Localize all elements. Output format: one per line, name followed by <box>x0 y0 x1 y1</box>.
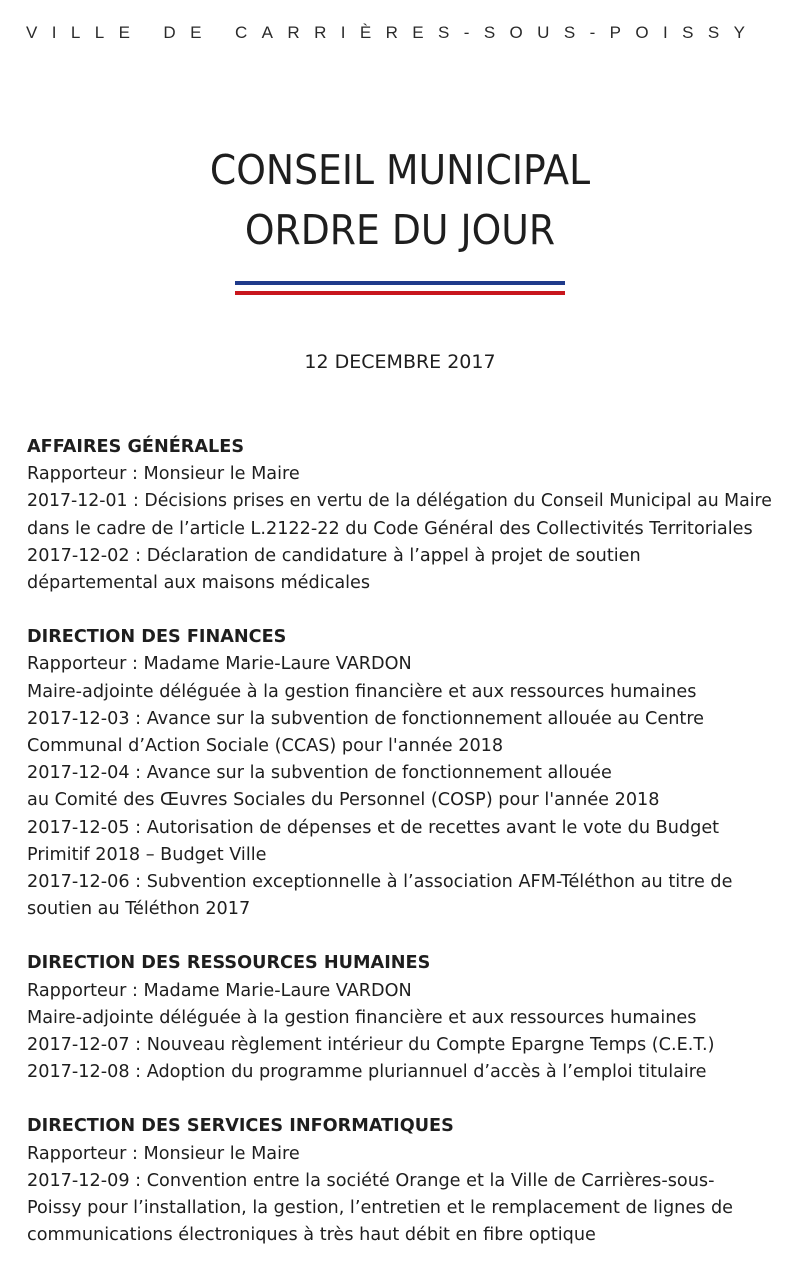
rapporteur-role-line: Maire-adjointe déléguée à la gestion financière et aux ressources humaines <box>27 1006 697 1028</box>
agenda-item-line: Communal d’Action Sociale (CCAS) pour l'année 2018 <box>27 735 504 757</box>
agenda-content <box>27 433 787 1275</box>
section-title: DIRECTION DES FINANCES <box>27 626 287 648</box>
agenda-item-line: départemental aux maisons médicales <box>27 572 371 594</box>
town-header: VILLE DE CARRIÈRES-SOUS-POISSY <box>26 23 760 42</box>
agenda-item-line: 2017-12-09 : Convention entre la société Orange et la Ville de Carrières-sous- <box>27 1169 715 1191</box>
agenda-item-line: 2017-12-03 : Avance sur la subvention de fonctionnement allouée au Centre <box>27 707 705 729</box>
rapporteur-line: Rapporteur : Madame Marie-Laure VARDON <box>27 979 412 1001</box>
section-title: DIRECTION DES RESSOURCES HUMAINES <box>27 952 431 974</box>
red-stripe <box>235 291 565 295</box>
section-affaires-generales <box>27 433 787 596</box>
agenda-item-line: 2017-12-05 : Autorisation de dépenses et de recettes avant le vote du Budget <box>27 816 720 838</box>
rapporteur-line: Rapporteur : Monsieur le Maire <box>27 1142 300 1164</box>
agenda-item-line: Poissy pour l’installation, la gestion, l’entretien et le remplacement de lignes de <box>27 1197 734 1219</box>
agenda-item-line: 2017-12-06 : Subvention exceptionnelle à l’association AFM-Téléthon au titre de <box>27 871 733 893</box>
section-title: AFFAIRES GÉNÉRALES <box>27 436 245 457</box>
agenda-item-line: 2017-12-07 : Nouveau règlement intérieur du Compte Epargne Temps (C.E.T.) <box>27 1034 715 1056</box>
agenda-item-line: 2017-12-01 : Décisions prises en vertu de la délégation du Conseil Municipal au Maire <box>27 490 772 512</box>
title-line-council: CONSEIL MUNICIPAL <box>209 146 591 194</box>
document-title <box>32 140 768 260</box>
agenda-item-line: communications électroniques à très haut débit en fibre optique <box>27 1224 596 1246</box>
tricolor-divider <box>235 281 565 295</box>
agenda-item-line: au Comité des Œuvres Sociales du Personnel (COSP) pour l'année 2018 <box>27 789 660 811</box>
meeting-date: 12 DECEMBRE 2017 <box>304 351 496 373</box>
title-line-agenda: ORDRE DU JOUR <box>244 206 556 254</box>
agenda-item-line: 2017-12-02 : Déclaration de candidature à l’appel à projet de soutien <box>27 544 641 566</box>
agenda-item-line: 2017-12-08 : Adoption du programme pluriannuel d’accès à l’emploi titulaire <box>27 1061 707 1083</box>
agenda-item-line: 2017-12-04 : Avance sur la subvention de fonctionnement allouée <box>27 762 612 784</box>
rapporteur-line: Rapporteur : Monsieur le Maire <box>27 463 300 485</box>
section-direction-services-informatiques <box>27 1112 787 1248</box>
section-title: DIRECTION DES SERVICES INFORMATIQUES <box>27 1115 454 1137</box>
section-direction-finances <box>27 623 787 922</box>
section-direction-ressources-humaines <box>27 949 787 1085</box>
rapporteur-role-line: Maire-adjointe déléguée à la gestion financière et aux ressources humaines <box>27 680 697 702</box>
agenda-item-line: Primitif 2018 – Budget Ville <box>27 843 267 865</box>
agenda-item-line: dans le cadre de l’article L.2122-22 du Code Général des Collectivités Territoriales <box>27 517 753 539</box>
rapporteur-line: Rapporteur : Madame Marie-Laure VARDON <box>27 653 412 675</box>
agenda-item-line: soutien au Téléthon 2017 <box>27 898 251 920</box>
